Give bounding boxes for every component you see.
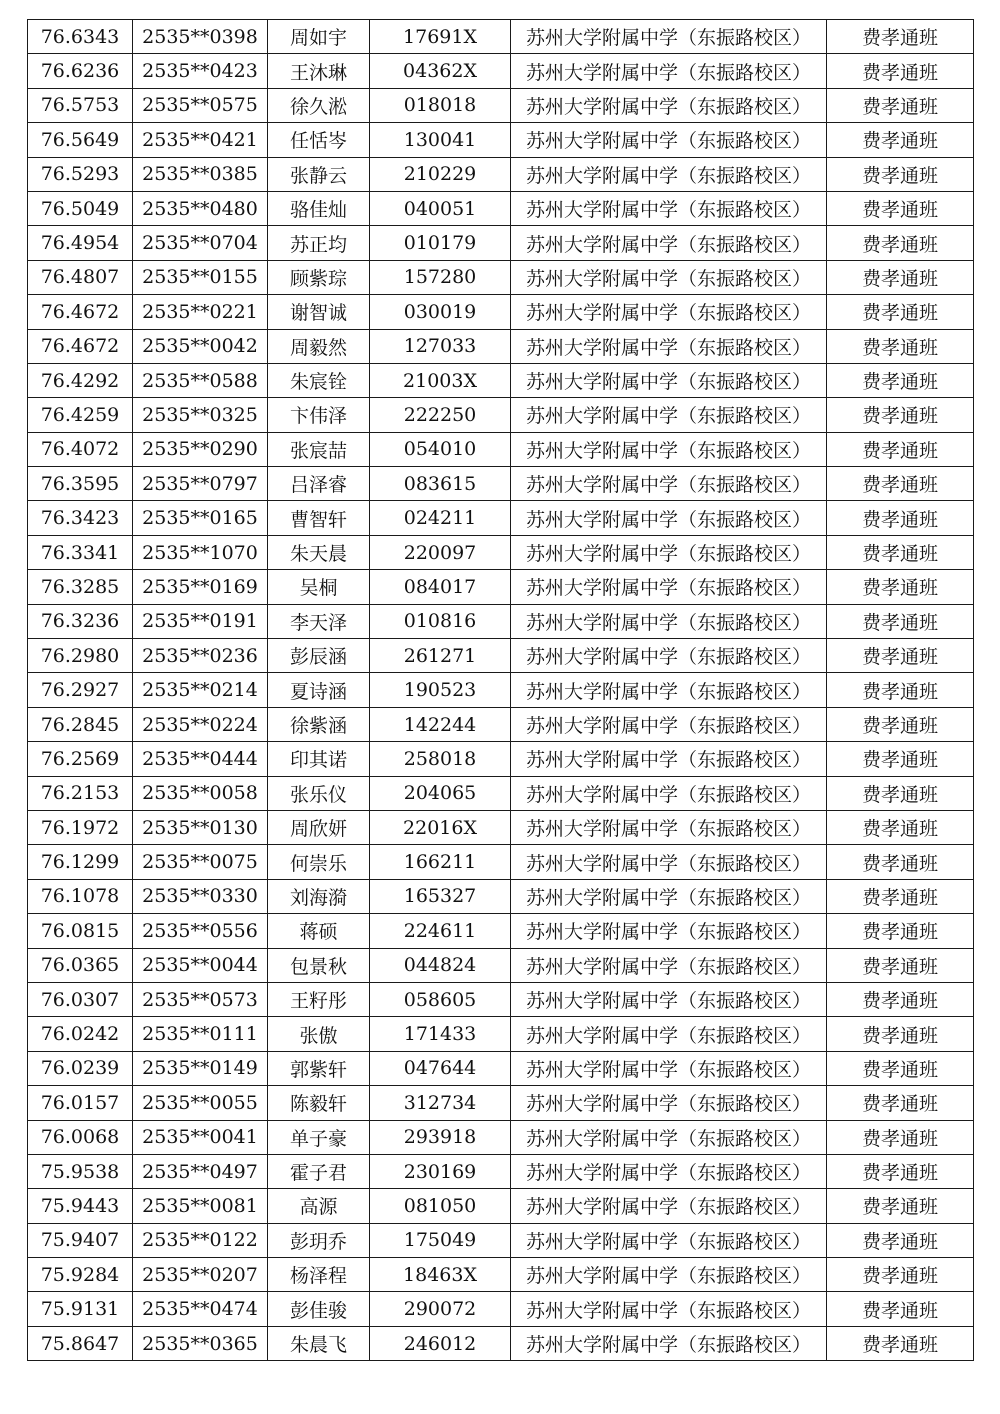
id-suffix-cell: 220097 (370, 535, 511, 569)
exam-number-cell: 2535**0044 (133, 948, 268, 982)
score-cell: 76.4807 (28, 260, 133, 294)
id-suffix-cell: 083615 (370, 467, 511, 501)
class-cell: 费孝通班 (827, 226, 974, 260)
id-suffix-cell: 142244 (370, 707, 511, 741)
exam-number-cell: 2535**0191 (133, 604, 268, 638)
student-name-cell: 吕泽睿 (268, 467, 370, 501)
score-cell: 76.2845 (28, 707, 133, 741)
id-suffix-cell: 127033 (370, 329, 511, 363)
school-cell: 苏州大学附属中学（东振路校区） (511, 157, 827, 191)
exam-number-cell: 2535**0573 (133, 982, 268, 1016)
exam-number-cell: 2535**0474 (133, 1292, 268, 1326)
exam-number-cell: 2535**0058 (133, 776, 268, 810)
class-cell: 费孝通班 (827, 467, 974, 501)
school-cell: 苏州大学附属中学（东振路校区） (511, 776, 827, 810)
table-row (28, 226, 974, 260)
class-cell: 费孝通班 (827, 295, 974, 329)
school-cell: 苏州大学附属中学（东振路校区） (511, 467, 827, 501)
student-name-cell: 徐紫涵 (268, 707, 370, 741)
school-cell: 苏州大学附属中学（东振路校区） (511, 1120, 827, 1154)
exam-number-cell: 2535**0055 (133, 1086, 268, 1120)
class-cell: 费孝通班 (827, 260, 974, 294)
student-name-cell: 徐久淞 (268, 88, 370, 122)
class-cell: 费孝通班 (827, 1017, 974, 1051)
table-row (28, 157, 974, 191)
score-cell: 76.6236 (28, 54, 133, 88)
score-cell: 76.0157 (28, 1086, 133, 1120)
student-name-cell: 郭紫轩 (268, 1051, 370, 1085)
class-cell: 费孝通班 (827, 879, 974, 913)
id-suffix-cell: 210229 (370, 157, 511, 191)
score-cell: 76.4672 (28, 295, 133, 329)
school-cell: 苏州大学附属中学（东振路校区） (511, 707, 827, 741)
class-cell: 费孝通班 (827, 535, 974, 569)
school-cell: 苏州大学附属中学（东振路校区） (511, 501, 827, 535)
table-row (28, 1120, 974, 1154)
table-row (28, 501, 974, 535)
score-cell: 76.0815 (28, 914, 133, 948)
id-suffix-cell: 018018 (370, 88, 511, 122)
score-cell: 76.4672 (28, 329, 133, 363)
class-cell: 费孝通班 (827, 1120, 974, 1154)
school-cell: 苏州大学附属中学（东振路校区） (511, 570, 827, 604)
class-cell: 费孝通班 (827, 742, 974, 776)
school-cell: 苏州大学附属中学（东振路校区） (511, 88, 827, 122)
exam-number-cell: 2535**0704 (133, 226, 268, 260)
class-cell: 费孝通班 (827, 501, 974, 535)
class-cell: 费孝通班 (827, 157, 974, 191)
id-suffix-cell: 030019 (370, 295, 511, 329)
school-cell: 苏州大学附属中学（东振路校区） (511, 1292, 827, 1326)
student-name-cell: 夏诗涵 (268, 673, 370, 707)
table-row (28, 260, 974, 294)
id-suffix-cell: 175049 (370, 1223, 511, 1257)
class-cell: 费孝通班 (827, 1292, 974, 1326)
student-name-cell: 朱宸铨 (268, 363, 370, 397)
exam-number-cell: 2535**0556 (133, 914, 268, 948)
school-cell: 苏州大学附属中学（东振路校区） (511, 1189, 827, 1223)
student-name-cell: 陈毅轩 (268, 1086, 370, 1120)
student-name-cell: 杨泽程 (268, 1258, 370, 1292)
exam-number-cell: 2535**0330 (133, 879, 268, 913)
table-row (28, 535, 974, 569)
score-cell: 76.1299 (28, 845, 133, 879)
class-cell: 费孝通班 (827, 1223, 974, 1257)
id-suffix-cell: 054010 (370, 432, 511, 466)
exam-number-cell: 2535**0214 (133, 673, 268, 707)
school-cell: 苏州大学附属中学（东振路校区） (511, 673, 827, 707)
table-row (28, 467, 974, 501)
class-cell: 费孝通班 (827, 845, 974, 879)
score-cell: 75.9131 (28, 1292, 133, 1326)
id-suffix-cell: 312734 (370, 1086, 511, 1120)
table-row (28, 1051, 974, 1085)
class-cell: 费孝通班 (827, 54, 974, 88)
class-cell: 费孝通班 (827, 604, 974, 638)
class-cell: 费孝通班 (827, 88, 974, 122)
table-row (28, 810, 974, 844)
score-cell: 76.5049 (28, 191, 133, 225)
student-name-cell: 彭辰涵 (268, 639, 370, 673)
class-cell: 费孝通班 (827, 1154, 974, 1188)
class-cell: 费孝通班 (827, 1051, 974, 1085)
student-name-cell: 朱天晨 (268, 535, 370, 569)
id-suffix-cell: 047644 (370, 1051, 511, 1085)
score-cell: 76.3285 (28, 570, 133, 604)
class-cell: 费孝通班 (827, 1326, 974, 1360)
admission-table-body (28, 20, 974, 1361)
table-row (28, 363, 974, 397)
school-cell: 苏州大学附属中学（东振路校区） (511, 123, 827, 157)
id-suffix-cell: 224611 (370, 914, 511, 948)
id-suffix-cell: 084017 (370, 570, 511, 604)
id-suffix-cell: 058605 (370, 982, 511, 1016)
table-row (28, 1326, 974, 1360)
school-cell: 苏州大学附属中学（东振路校区） (511, 845, 827, 879)
id-suffix-cell: 044824 (370, 948, 511, 982)
student-name-cell: 霍子君 (268, 1154, 370, 1188)
class-cell: 费孝通班 (827, 1189, 974, 1223)
admission-table (27, 19, 974, 1361)
class-cell: 费孝通班 (827, 639, 974, 673)
exam-number-cell: 2535**0497 (133, 1154, 268, 1188)
school-cell: 苏州大学附属中学（东振路校区） (511, 810, 827, 844)
table-row (28, 707, 974, 741)
score-cell: 76.5649 (28, 123, 133, 157)
exam-number-cell: 2535**0165 (133, 501, 268, 535)
score-cell: 76.1972 (28, 810, 133, 844)
id-suffix-cell: 130041 (370, 123, 511, 157)
id-suffix-cell: 166211 (370, 845, 511, 879)
student-name-cell: 顾紫琮 (268, 260, 370, 294)
id-suffix-cell: 22016X (370, 810, 511, 844)
score-cell: 76.4292 (28, 363, 133, 397)
score-cell: 76.2927 (28, 673, 133, 707)
table-row (28, 982, 974, 1016)
exam-number-cell: 2535**0224 (133, 707, 268, 741)
table-row (28, 329, 974, 363)
id-suffix-cell: 204065 (370, 776, 511, 810)
exam-number-cell: 2535**0041 (133, 1120, 268, 1154)
school-cell: 苏州大学附属中学（东振路校区） (511, 1017, 827, 1051)
exam-number-cell: 2535**0075 (133, 845, 268, 879)
table-row (28, 191, 974, 225)
school-cell: 苏州大学附属中学（东振路校区） (511, 54, 827, 88)
id-suffix-cell: 17691X (370, 20, 511, 54)
exam-number-cell: 2535**0290 (133, 432, 268, 466)
school-cell: 苏州大学附属中学（东振路校区） (511, 742, 827, 776)
student-name-cell: 谢智诚 (268, 295, 370, 329)
table-row (28, 123, 974, 157)
school-cell: 苏州大学附属中学（东振路校区） (511, 1051, 827, 1085)
exam-number-cell: 2535**0480 (133, 191, 268, 225)
class-cell: 费孝通班 (827, 707, 974, 741)
table-row (28, 776, 974, 810)
exam-number-cell: 2535**0122 (133, 1223, 268, 1257)
student-name-cell: 周如宇 (268, 20, 370, 54)
exam-number-cell: 2535**0385 (133, 157, 268, 191)
class-cell: 费孝通班 (827, 570, 974, 604)
student-name-cell: 李天泽 (268, 604, 370, 638)
student-name-cell: 印其诺 (268, 742, 370, 776)
school-cell: 苏州大学附属中学（东振路校区） (511, 295, 827, 329)
student-name-cell: 彭玥乔 (268, 1223, 370, 1257)
table-row (28, 398, 974, 432)
id-suffix-cell: 157280 (370, 260, 511, 294)
id-suffix-cell: 293918 (370, 1120, 511, 1154)
school-cell: 苏州大学附属中学（东振路校区） (511, 191, 827, 225)
student-name-cell: 朱晨飞 (268, 1326, 370, 1360)
table-row (28, 1189, 974, 1223)
score-cell: 75.9538 (28, 1154, 133, 1188)
score-cell: 76.2980 (28, 639, 133, 673)
id-suffix-cell: 081050 (370, 1189, 511, 1223)
id-suffix-cell: 165327 (370, 879, 511, 913)
exam-number-cell: 2535**0130 (133, 810, 268, 844)
student-name-cell: 刘海漪 (268, 879, 370, 913)
score-cell: 76.1078 (28, 879, 133, 913)
score-cell: 76.3341 (28, 535, 133, 569)
class-cell: 费孝通班 (827, 398, 974, 432)
exam-number-cell: 2535**0111 (133, 1017, 268, 1051)
class-cell: 费孝通班 (827, 914, 974, 948)
school-cell: 苏州大学附属中学（东振路校区） (511, 535, 827, 569)
score-cell: 75.8647 (28, 1326, 133, 1360)
table-row (28, 914, 974, 948)
class-cell: 费孝通班 (827, 329, 974, 363)
score-cell: 76.2153 (28, 776, 133, 810)
exam-number-cell: 2535**1070 (133, 535, 268, 569)
school-cell: 苏州大学附属中学（东振路校区） (511, 982, 827, 1016)
table-row (28, 1292, 974, 1326)
school-cell: 苏州大学附属中学（东振路校区） (511, 260, 827, 294)
table-row (28, 1086, 974, 1120)
id-suffix-cell: 230169 (370, 1154, 511, 1188)
school-cell: 苏州大学附属中学（东振路校区） (511, 20, 827, 54)
score-cell: 76.6343 (28, 20, 133, 54)
student-name-cell: 任恬岑 (268, 123, 370, 157)
class-cell: 费孝通班 (827, 363, 974, 397)
id-suffix-cell: 290072 (370, 1292, 511, 1326)
student-name-cell: 曹智轩 (268, 501, 370, 535)
table-row (28, 1017, 974, 1051)
table-row (28, 54, 974, 88)
exam-number-cell: 2535**0398 (133, 20, 268, 54)
student-name-cell: 包景秋 (268, 948, 370, 982)
score-cell: 76.5753 (28, 88, 133, 122)
id-suffix-cell: 190523 (370, 673, 511, 707)
exam-number-cell: 2535**0365 (133, 1326, 268, 1360)
student-name-cell: 卞伟泽 (268, 398, 370, 432)
score-cell: 76.0242 (28, 1017, 133, 1051)
id-suffix-cell: 261271 (370, 639, 511, 673)
class-cell: 费孝通班 (827, 20, 974, 54)
exam-number-cell: 2535**0081 (133, 1189, 268, 1223)
school-cell: 苏州大学附属中学（东振路校区） (511, 1223, 827, 1257)
id-suffix-cell: 18463X (370, 1258, 511, 1292)
student-name-cell: 何崇乐 (268, 845, 370, 879)
exam-number-cell: 2535**0155 (133, 260, 268, 294)
exam-number-cell: 2535**0169 (133, 570, 268, 604)
table-row (28, 1154, 974, 1188)
exam-number-cell: 2535**0444 (133, 742, 268, 776)
exam-number-cell: 2535**0797 (133, 467, 268, 501)
exam-number-cell: 2535**0575 (133, 88, 268, 122)
id-suffix-cell: 246012 (370, 1326, 511, 1360)
table-row (28, 20, 974, 54)
score-cell: 76.3423 (28, 501, 133, 535)
id-suffix-cell: 010179 (370, 226, 511, 260)
table-row (28, 639, 974, 673)
student-name-cell: 张傲 (268, 1017, 370, 1051)
student-name-cell: 周欣妍 (268, 810, 370, 844)
table-row (28, 432, 974, 466)
student-name-cell: 单子豪 (268, 1120, 370, 1154)
table-row (28, 742, 974, 776)
id-suffix-cell: 171433 (370, 1017, 511, 1051)
class-cell: 费孝通班 (827, 432, 974, 466)
class-cell: 费孝通班 (827, 810, 974, 844)
student-name-cell: 张宸喆 (268, 432, 370, 466)
exam-number-cell: 2535**0423 (133, 54, 268, 88)
score-cell: 76.4259 (28, 398, 133, 432)
class-cell: 费孝通班 (827, 982, 974, 1016)
id-suffix-cell: 040051 (370, 191, 511, 225)
exam-number-cell: 2535**0236 (133, 639, 268, 673)
school-cell: 苏州大学附属中学（东振路校区） (511, 1086, 827, 1120)
exam-number-cell: 2535**0221 (133, 295, 268, 329)
student-name-cell: 王沐琳 (268, 54, 370, 88)
table-row (28, 1258, 974, 1292)
student-name-cell: 蒋硕 (268, 914, 370, 948)
school-cell: 苏州大学附属中学（东振路校区） (511, 914, 827, 948)
school-cell: 苏州大学附属中学（东振路校区） (511, 639, 827, 673)
table-row (28, 1223, 974, 1257)
exam-number-cell: 2535**0149 (133, 1051, 268, 1085)
school-cell: 苏州大学附属中学（东振路校区） (511, 1326, 827, 1360)
school-cell: 苏州大学附属中学（东振路校区） (511, 1154, 827, 1188)
student-name-cell: 周毅然 (268, 329, 370, 363)
class-cell: 费孝通班 (827, 123, 974, 157)
score-cell: 76.0365 (28, 948, 133, 982)
exam-number-cell: 2535**0207 (133, 1258, 268, 1292)
class-cell: 费孝通班 (827, 1086, 974, 1120)
score-cell: 76.4072 (28, 432, 133, 466)
class-cell: 费孝通班 (827, 191, 974, 225)
exam-number-cell: 2535**0042 (133, 329, 268, 363)
school-cell: 苏州大学附属中学（东振路校区） (511, 879, 827, 913)
score-cell: 75.9284 (28, 1258, 133, 1292)
school-cell: 苏州大学附属中学（东振路校区） (511, 948, 827, 982)
score-cell: 75.9407 (28, 1223, 133, 1257)
score-cell: 76.0068 (28, 1120, 133, 1154)
id-suffix-cell: 010816 (370, 604, 511, 638)
table-row (28, 604, 974, 638)
score-cell: 76.3236 (28, 604, 133, 638)
school-cell: 苏州大学附属中学（东振路校区） (511, 398, 827, 432)
exam-number-cell: 2535**0325 (133, 398, 268, 432)
id-suffix-cell: 024211 (370, 501, 511, 535)
score-cell: 76.0239 (28, 1051, 133, 1085)
score-cell: 76.2569 (28, 742, 133, 776)
class-cell: 费孝通班 (827, 948, 974, 982)
id-suffix-cell: 04362X (370, 54, 511, 88)
score-cell: 76.0307 (28, 982, 133, 1016)
class-cell: 费孝通班 (827, 1258, 974, 1292)
student-name-cell: 骆佳灿 (268, 191, 370, 225)
student-name-cell: 张乐仪 (268, 776, 370, 810)
score-cell: 75.9443 (28, 1189, 133, 1223)
table-row (28, 570, 974, 604)
school-cell: 苏州大学附属中学（东振路校区） (511, 432, 827, 466)
student-name-cell: 王籽彤 (268, 982, 370, 1016)
table-row (28, 845, 974, 879)
school-cell: 苏州大学附属中学（东振路校区） (511, 226, 827, 260)
table-row (28, 948, 974, 982)
student-name-cell: 苏正均 (268, 226, 370, 260)
exam-number-cell: 2535**0421 (133, 123, 268, 157)
school-cell: 苏州大学附属中学（东振路校区） (511, 604, 827, 638)
student-name-cell: 彭佳骏 (268, 1292, 370, 1326)
table-row (28, 673, 974, 707)
id-suffix-cell: 21003X (370, 363, 511, 397)
table-row (28, 88, 974, 122)
class-cell: 费孝通班 (827, 776, 974, 810)
score-cell: 76.4954 (28, 226, 133, 260)
school-cell: 苏州大学附属中学（东振路校区） (511, 329, 827, 363)
student-name-cell: 张静云 (268, 157, 370, 191)
score-cell: 76.3595 (28, 467, 133, 501)
id-suffix-cell: 222250 (370, 398, 511, 432)
score-cell: 76.5293 (28, 157, 133, 191)
student-name-cell: 高源 (268, 1189, 370, 1223)
id-suffix-cell: 258018 (370, 742, 511, 776)
table-row (28, 295, 974, 329)
table-row (28, 879, 974, 913)
school-cell: 苏州大学附属中学（东振路校区） (511, 1258, 827, 1292)
class-cell: 费孝通班 (827, 673, 974, 707)
student-name-cell: 吴桐 (268, 570, 370, 604)
school-cell: 苏州大学附属中学（东振路校区） (511, 363, 827, 397)
exam-number-cell: 2535**0588 (133, 363, 268, 397)
